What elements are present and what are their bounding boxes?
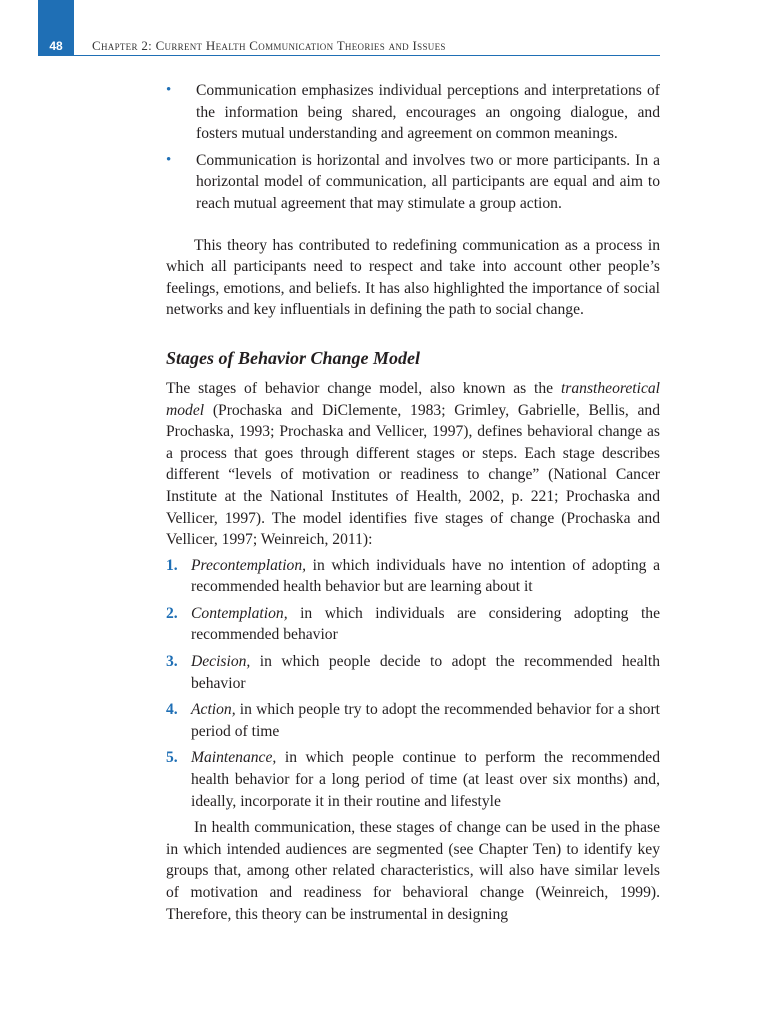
page-body <box>166 80 660 925</box>
stage-number: 1. <box>166 556 178 574</box>
page-number-tab <box>38 0 74 56</box>
stage-item <box>166 603 660 646</box>
stage-description: in which individuals are considering adopting the recommended behavior <box>191 604 660 644</box>
stage-description: in which people decide to adopt the recommended health behavior <box>191 653 660 692</box>
section-intro-paragraph <box>166 378 660 551</box>
stage-item <box>166 699 660 742</box>
stage-description: in which people continue to perform the recommended health behavior for a long period of time (at least over six months) and, ideally, incorporate it in their routine and lifestyle <box>191 749 660 810</box>
body-paragraph: In health communication, these stages of change can be used in the phase in which intended audiences are segmented (see Chapter Ten) to identify key groups that, among other related characteristics, will also have similar levels of motivation and readiness for behavioral change (Weinreich, 1999). Therefore, this theory can be instrumental in designing <box>166 819 660 923</box>
stage-term: Action, <box>191 701 236 719</box>
stage-term: Contemplation, <box>191 604 288 622</box>
running-head: Chapter 2: Current Health Communication Theories and Issues <box>92 38 446 53</box>
body-paragraph: This theory has contributed to redefining communication as a process in which all participants need to respect and take into account other people’s feelings, emotions, and beliefs. It has also highlighted the importance of social networks and key influentials in defining the path to social change. <box>166 236 660 319</box>
stage-number: 5. <box>166 749 178 767</box>
stages-list <box>166 555 660 813</box>
intro-text-start: The stages of behavior change model, also known as the <box>166 379 561 397</box>
bullet-item <box>166 80 660 145</box>
stage-description: in which individuals have no intention of adopting a recommended health behavior but are learning about it <box>191 556 660 596</box>
page-number: 48 <box>49 39 63 53</box>
stage-number: 2. <box>166 604 178 622</box>
stage-term: Precontemplation, <box>191 556 307 574</box>
header-rule <box>74 55 660 56</box>
stage-description: in which people try to adopt the recommended behavior for a short period of time <box>191 701 660 740</box>
stage-item <box>166 555 660 598</box>
stage-item <box>166 747 660 812</box>
bullet-list <box>166 80 660 215</box>
stage-term: Decision, <box>191 653 251 671</box>
stage-item <box>166 651 660 694</box>
stage-term: Maintenance, <box>191 749 277 767</box>
bullet-item <box>166 150 660 215</box>
bullet-icon: • <box>166 151 172 168</box>
stage-number: 4. <box>166 701 178 719</box>
bullet-icon: • <box>166 82 172 98</box>
bullet-text: Communication is horizontal and involves two or more participants. In a horizontal model of communication, all participants are equal and aim to reach mutual agreement that may stimulate a group action. <box>196 151 660 212</box>
intro-text-rest: (Prochaska and DiClemente, 1983; Grimley, Gabrielle, Bellis, and Prochaska, 1993; Prochaska and Vellicer, 1997), defines behavioral change as a process that goes through different stages or steps. Each stage describes different “levels of motivation or readiness to change” (National Cancer Institute at the National Institutes of Health, 2002, p. 221; Prochaska and Vellicer, 1997). The model identifies five stages of change (Prochaska and Vellicer, 1997; Weinreich, 2011): <box>166 401 660 549</box>
intro-italic-term: transtheoretical model <box>166 379 660 419</box>
stage-number: 3. <box>166 653 178 671</box>
section-heading: Stages of Behavior Change Model <box>166 347 421 368</box>
bullet-text: Communication emphasizes individual perceptions and interpretations of the information being shared, encourages an ongoing dialogue, and fosters mutual understanding and agreement on common meanings. <box>196 82 660 143</box>
